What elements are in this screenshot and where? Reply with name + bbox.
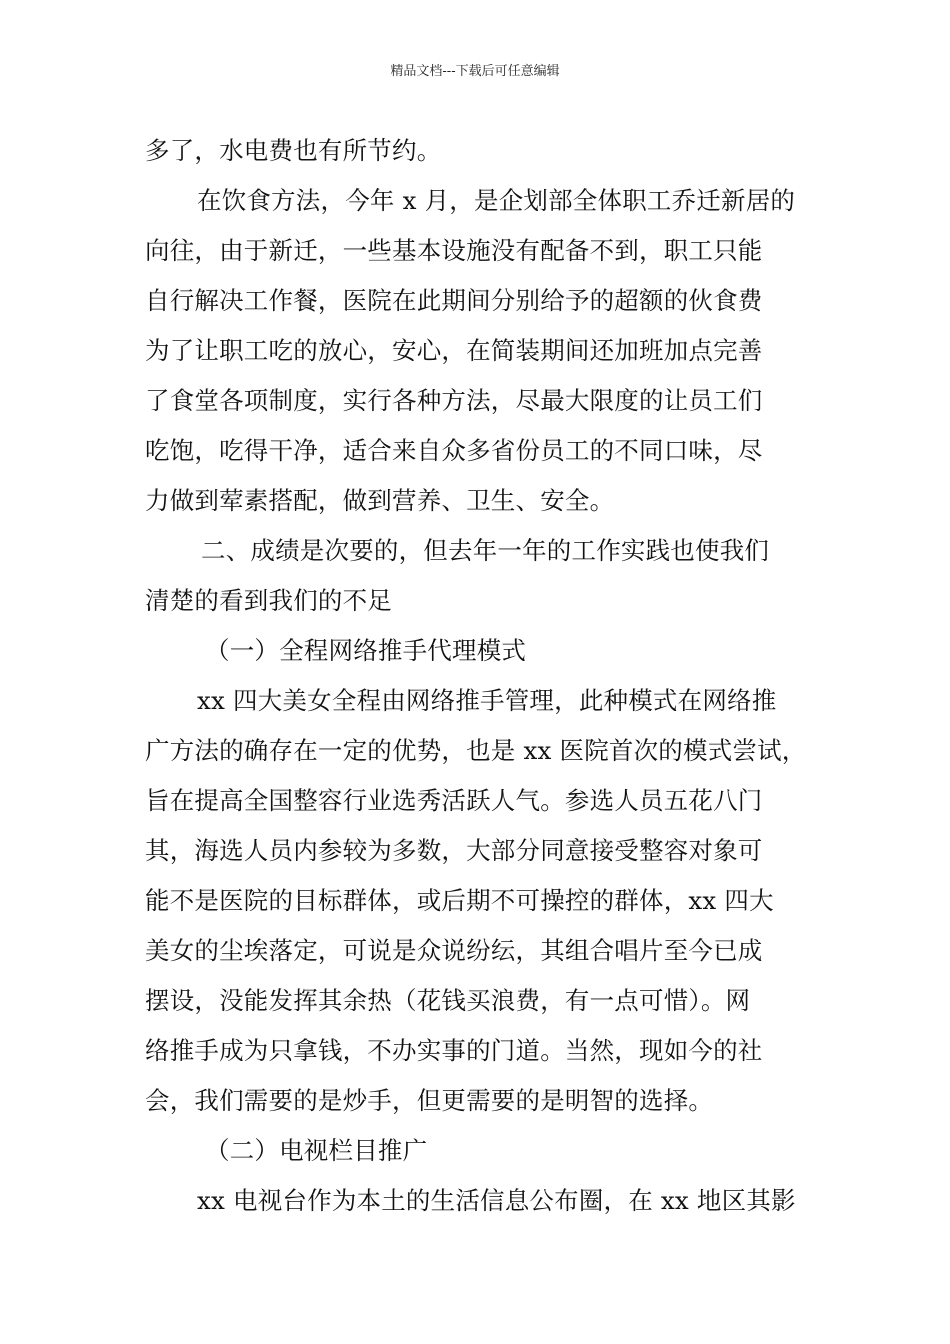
paragraph-line: 了食堂各项制度，实行各种方法，尽最大限度的让员工们 (145, 386, 763, 415)
paragraph-line: 美女的尘埃落定，可说是众说纷纭，其组合唱片至今已成 (145, 936, 763, 965)
subsection-heading: （一）全程网络推手代理模式 (205, 636, 527, 665)
section-heading: 二、成绩是次要的，但去年一年的工作实践也使我们 (201, 536, 770, 565)
document-body (145, 126, 810, 1226)
section-heading: 清楚的看到我们的不足 (145, 586, 392, 615)
paragraph-line: 吃饱，吃得干净，适合来自众多省份员工的不同口味，尽 (145, 436, 763, 465)
paragraph-line: 旨在提高全国整容行业选秀活跃人气。参选人员五花八门 (145, 786, 763, 815)
paragraph-line: 广方法的确存在一定的优势，也是 xx 医院首次的模式尝试， (145, 736, 807, 765)
paragraph-line: 在饮食方法，今年 x 月，是企划部全体职工乔迁新居的 (197, 186, 796, 215)
paragraph-line: 会，我们需要的是炒手，但更需要的是明智的选择。 (145, 1086, 714, 1115)
paragraph-line: 其，海选人员内参较为多数，大部分同意接受整容对象可 (145, 836, 763, 865)
paragraph-line: 能不是医院的目标群体，或后期不可操控的群体，xx 四大 (145, 886, 774, 915)
paragraph-line: 多了，水电费也有所节约。 (145, 136, 442, 165)
paragraph-line: 向往，由于新迁，一些基本设施没有配备不到，职工只能 (145, 236, 763, 265)
paragraph-line: 络推手成为只拿钱，不办实事的门道。当然，现如今的社 (145, 1036, 763, 1065)
paragraph-line: 自行解决工作餐，医院在此期间分别给予的超额的伙食费 (145, 286, 763, 315)
paragraph-line: xx 四大美女全程由网络推手管理，此种模式在网络推 (197, 686, 777, 715)
paragraph-line: 力做到荤素搭配，做到营养、卫生、安全。 (145, 486, 615, 515)
paragraph-line: 摆设，没能发挥其余热（花钱买浪费，有一点可惜）。网 (145, 986, 751, 1015)
paragraph-line: xx 电视台作为本土的生活信息公布圈，在 xx 地区其影 (197, 1186, 796, 1215)
paragraph-line: 为了让职工吃的放心，安心，在简装期间还加班加点完善 (145, 336, 763, 365)
page-header: 精品文档---下载后可任意编辑 (390, 64, 560, 79)
subsection-heading: （二）电视栏目推广 (205, 1136, 428, 1165)
